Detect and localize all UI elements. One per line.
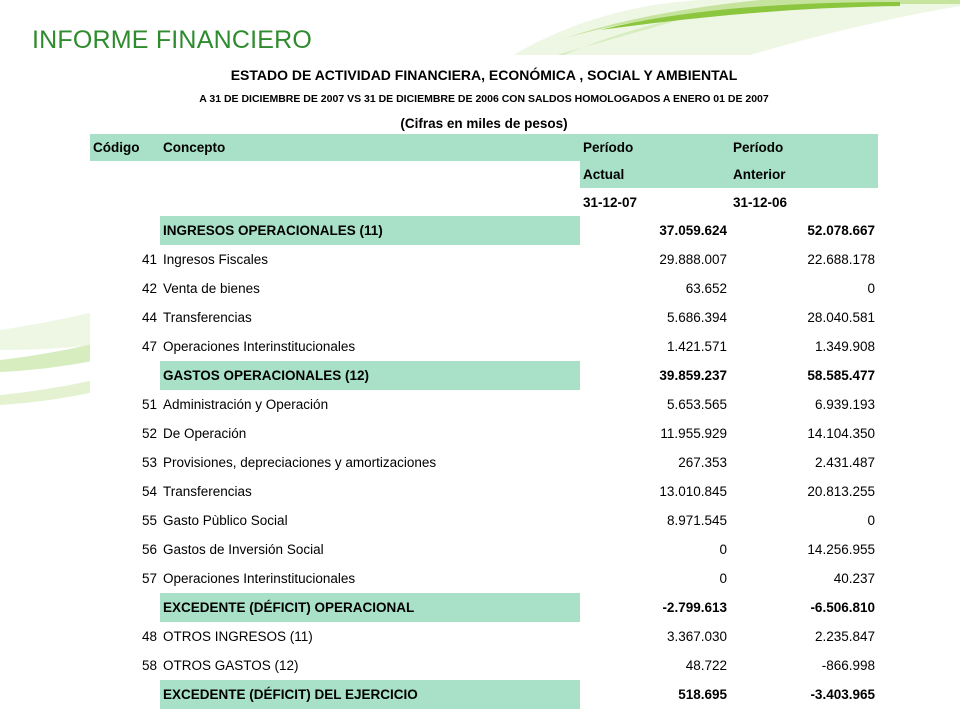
code-cell: 47 — [141, 339, 157, 354]
current-value-cell: 0 — [719, 542, 727, 557]
table-date-row — [90, 188, 878, 216]
current-value-cell: 8.971.545 — [666, 513, 727, 528]
concept-cell: Transferencias — [163, 484, 252, 499]
current-value-cell: 29.888.007 — [659, 252, 727, 267]
header-previous-label: Anterior — [730, 161, 878, 188]
table-total-row — [90, 361, 878, 390]
concept-cell: INGRESOS OPERACIONALES (11) — [160, 216, 580, 245]
concept-cell: Provisiones, depreciaciones y amortizaciones — [163, 455, 437, 470]
table-row — [90, 651, 878, 680]
table-row — [90, 448, 878, 477]
table-row — [90, 564, 878, 593]
current-value-cell: 0 — [719, 571, 727, 586]
header-spacer — [160, 161, 580, 188]
previous-value-cell: 14.104.350 — [807, 426, 875, 441]
current-value-cell: -2.799.613 — [662, 600, 727, 615]
previous-value-cell: 2.431.487 — [814, 455, 875, 470]
concept-cell: EXCEDENTE (DÉFICIT) DEL EJERCICIO — [160, 680, 580, 709]
current-value-cell: 11.955.929 — [660, 426, 727, 441]
previous-value-cell: 14.256.955 — [807, 542, 875, 557]
concept-cell: GASTOS OPERACIONALES (12) — [160, 361, 580, 390]
concept-cell: Transferencias — [163, 310, 252, 325]
code-cell — [90, 361, 160, 390]
table-row — [90, 506, 878, 535]
header-code: Código — [90, 134, 160, 161]
code-cell: 42 — [141, 281, 157, 296]
table-row — [90, 245, 878, 274]
table-total-row — [90, 593, 878, 622]
report-subtitle: A 31 DE DICIEMBRE DE 2007 VS 31 DE DICIEMBRE DE 2006 CON SALDOS HOMOLOGADOS A ENERO 01 DE 2007 — [199, 93, 769, 105]
concept-cell: OTROS GASTOS (12) — [163, 658, 299, 673]
concept-cell: Gastos de Inversión Social — [163, 542, 324, 557]
current-value-cell: 48.722 — [685, 658, 727, 673]
previous-value-cell: 1.349.908 — [814, 339, 875, 354]
table-row — [90, 332, 878, 361]
current-value-cell: 37.059.624 — [659, 223, 727, 238]
table-row — [90, 535, 878, 564]
concept-cell: Venta de bienes — [163, 281, 260, 296]
current-value-cell: 267.353 — [678, 455, 727, 470]
table-row — [90, 390, 878, 419]
current-value-cell: 5.686.394 — [666, 310, 727, 325]
previous-value-cell: -6.506.810 — [810, 600, 875, 615]
code-cell — [90, 593, 160, 622]
table-total-row — [90, 216, 878, 245]
current-value-cell: 63.652 — [685, 281, 727, 296]
header-current-date: 31-12-07 — [583, 194, 638, 210]
previous-value-cell: 28.040.581 — [807, 310, 875, 325]
current-value-cell: 39.859.237 — [659, 368, 727, 383]
previous-value-cell: 20.813.255 — [807, 484, 875, 499]
previous-value-cell: 52.078.667 — [807, 223, 875, 238]
current-value-cell: 1.421.571 — [666, 339, 727, 354]
previous-value-cell: 2.235.847 — [814, 629, 875, 644]
report-title: ESTADO DE ACTIVIDAD FINANCIERA, ECONÓMICA , SOCIAL Y AMBIENTAL — [230, 67, 738, 83]
table-row — [90, 303, 878, 332]
code-cell — [90, 216, 160, 245]
concept-cell: Operaciones Interinstitucionales — [163, 339, 356, 354]
code-cell: 48 — [141, 629, 157, 644]
header-concept: Concepto — [160, 134, 580, 161]
code-cell: 57 — [141, 571, 157, 586]
previous-value-cell: 0 — [867, 513, 875, 528]
concept-cell: OTROS INGRESOS (11) — [163, 629, 313, 644]
report-units: (Cifras en miles de pesos) — [400, 116, 568, 131]
concept-cell: Ingresos Fiscales — [163, 252, 269, 267]
header-spacer — [160, 188, 580, 216]
header-previous-date: 31-12-06 — [733, 194, 788, 210]
previous-value-cell: 6.939.193 — [814, 397, 875, 412]
code-cell: 41 — [141, 252, 157, 267]
table-row — [90, 477, 878, 506]
financial-table — [90, 134, 878, 709]
concept-cell: Operaciones Interinstitucionales — [163, 571, 356, 586]
current-value-cell: 5.653.565 — [666, 397, 727, 412]
previous-value-cell: -3.403.965 — [810, 687, 875, 702]
code-cell: 52 — [141, 426, 157, 441]
table-header-row — [90, 134, 878, 161]
table-row — [90, 622, 878, 651]
previous-value-cell: -866.998 — [821, 658, 875, 673]
current-value-cell: 13.010.845 — [659, 484, 727, 499]
code-cell: 51 — [141, 397, 157, 412]
table-row — [90, 274, 878, 303]
previous-value-cell: 0 — [867, 281, 875, 296]
header-spacer — [90, 161, 160, 188]
code-cell: 58 — [141, 658, 157, 673]
concept-cell: De Operación — [163, 426, 247, 441]
code-cell: 44 — [141, 310, 157, 325]
header-spacer — [90, 188, 160, 216]
header-previous-period: Período — [730, 134, 878, 161]
code-cell: 53 — [141, 455, 157, 470]
header-current-label: Actual — [580, 161, 730, 188]
code-cell — [90, 680, 160, 709]
concept-cell: EXCEDENTE (DÉFICIT) OPERACIONAL — [160, 593, 580, 622]
previous-value-cell: 40.237 — [833, 571, 875, 586]
current-value-cell: 3.367.030 — [666, 629, 727, 644]
code-cell: 55 — [141, 513, 157, 528]
concept-cell: Gasto Pùblico Social — [163, 513, 288, 528]
code-cell: 54 — [141, 484, 157, 499]
financial-report — [90, 55, 878, 720]
table-header-row-2 — [90, 161, 878, 188]
slide-title: INFORME FINANCIERO — [32, 26, 312, 54]
previous-value-cell: 22.688.178 — [807, 252, 875, 267]
table-row — [90, 419, 878, 448]
table-total-row — [90, 680, 878, 709]
current-value-cell: 518.695 — [678, 687, 727, 702]
previous-value-cell: 58.585.477 — [807, 368, 875, 383]
header-current-period: Período — [580, 134, 730, 161]
concept-cell: Administración y Operación — [163, 397, 329, 412]
code-cell: 56 — [141, 542, 157, 557]
